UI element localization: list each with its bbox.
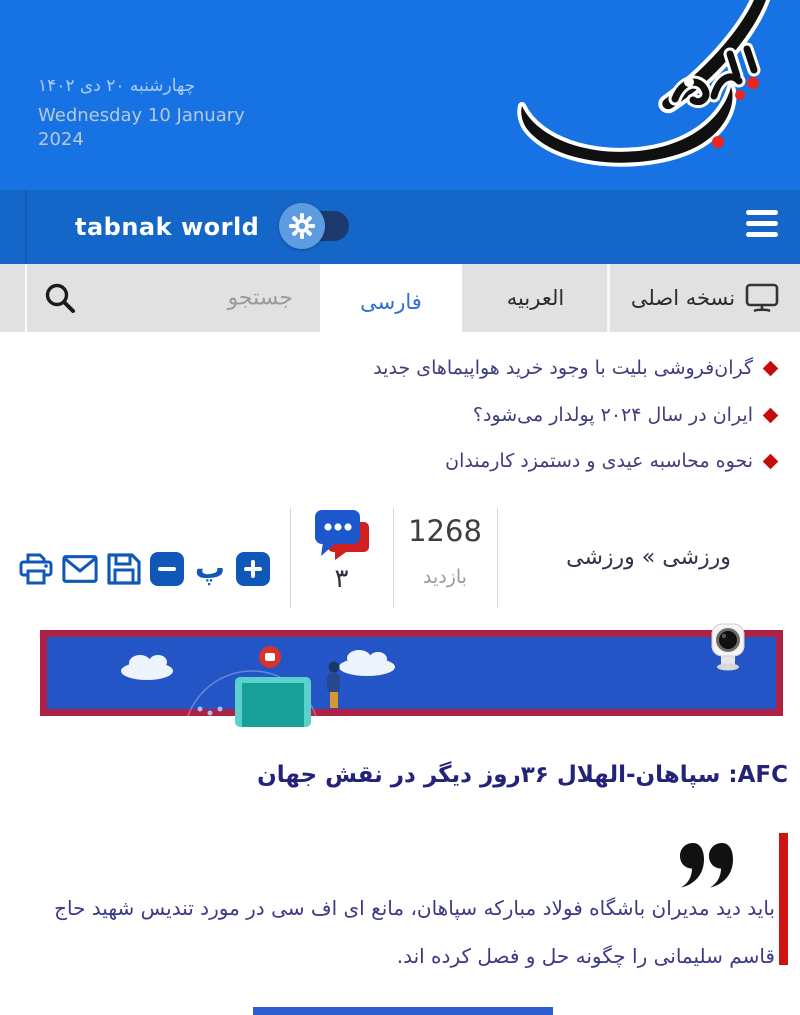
save-button[interactable] — [106, 551, 142, 587]
share-toolbar — [18, 551, 270, 587]
diamond-bullet — [763, 407, 779, 423]
navbar — [0, 190, 800, 264]
date-persian: چهارشنبه ۲۰ دی ۱۴۰۲ — [38, 76, 196, 96]
article-title: AFC: سپاهان-الهلال ۳۶روز دیگر در نقش جهان — [257, 762, 788, 788]
toggle-knob — [279, 203, 325, 249]
print-button[interactable] — [18, 551, 54, 587]
tabnak-logo-calligraphy — [430, 0, 792, 172]
search-placeholder: جستجو — [227, 285, 293, 311]
settings-toggle[interactable] — [287, 211, 349, 241]
diamond-bullet — [763, 360, 779, 376]
ad-banner[interactable] — [40, 630, 783, 716]
date-english-line1: Wednesday 10 January — [38, 105, 245, 126]
minus-icon — [158, 567, 176, 571]
tab-farsi[interactable]: فارسی — [320, 264, 462, 340]
views-widget — [393, 500, 497, 615]
menu-button[interactable] — [746, 210, 778, 237]
persian-pe-button[interactable] — [192, 551, 228, 587]
gear-icon — [289, 213, 315, 239]
headline-text: نحوه محاسبه عیدی و دستمزد کارمندان — [445, 450, 753, 472]
search-icon — [44, 282, 76, 314]
headline-link[interactable] — [473, 404, 776, 426]
floppy-disk-icon — [106, 552, 142, 586]
diamond-bullet — [763, 453, 779, 469]
category-breadcrumb[interactable]: ورزشی » ورزشی — [566, 545, 731, 570]
plus-icon — [244, 560, 262, 578]
views-label: بازدید — [423, 566, 467, 588]
tab-bar — [0, 264, 800, 332]
views-count: 1268 — [408, 514, 482, 548]
comments-widget[interactable] — [290, 500, 393, 615]
email-button[interactable] — [62, 551, 98, 587]
tab-original-version-label: نسخه اصلی — [630, 286, 736, 310]
increase-font-button[interactable] — [236, 552, 270, 586]
pe-letter-icon: پ — [194, 551, 226, 586]
comment-bubbles-icon — [313, 508, 371, 560]
quote-accent-bar — [779, 833, 788, 965]
site-header — [0, 0, 800, 190]
headline-link[interactable] — [445, 450, 776, 472]
headline-link[interactable] — [373, 357, 776, 379]
tab-original-version[interactable] — [610, 264, 800, 332]
brand-title[interactable]: tabnak world — [75, 213, 260, 241]
article-body: باید دید مدیران باشگاه فولاد مبارکه سپاهان، مانع ای اف سی در مورد تندیس شهید حاج قاسم سلیمانی را چگونه حل و فصل کرده اند. — [54, 896, 775, 968]
search-input[interactable] — [0, 264, 318, 332]
comments-count: ۳ — [334, 564, 349, 594]
hamburger-icon — [746, 210, 778, 215]
headline-text: گران‌فروشی بلیت با وجود خرید هواپیماهای جدید — [373, 357, 753, 379]
envelope-icon — [62, 554, 98, 584]
decrease-font-button[interactable] — [150, 552, 184, 586]
banner-illustration — [102, 629, 432, 729]
printer-icon — [18, 552, 54, 586]
headline-text: ایران در سال ۲۰۲۴ پولدار می‌شود؟ — [472, 404, 753, 426]
bottom-banner-edge — [253, 1007, 553, 1015]
monitor-icon — [745, 283, 779, 313]
date-english-line2: 2024 — [38, 129, 84, 150]
tabnak-logo[interactable] — [430, 0, 792, 172]
date-english — [38, 104, 245, 152]
tab-arabic[interactable]: العربیه — [506, 286, 565, 310]
camera-icon — [708, 623, 748, 671]
navbar-edge-line — [25, 190, 27, 264]
date-block — [38, 76, 245, 152]
